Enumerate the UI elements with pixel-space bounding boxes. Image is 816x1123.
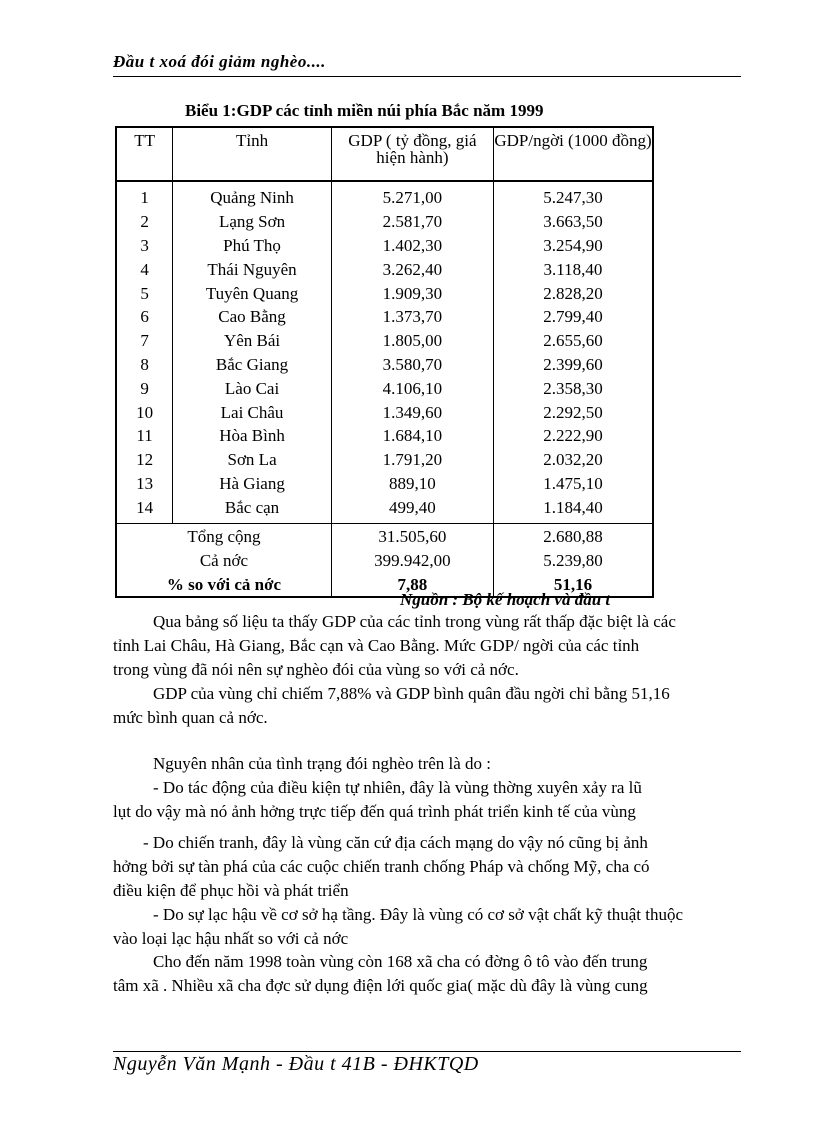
text-line: - Do tác động của điều kiện tự nhiên, đây là vùng thờng xuyên xảy ra lũ: [153, 778, 642, 797]
cell-province: Hòa Bình: [173, 424, 332, 448]
paragraph-3: [113, 752, 740, 776]
cell-gdp-per-capita: 3.118,40: [493, 257, 653, 281]
summary-gdp-per-capita: 5.239,80: [493, 548, 653, 572]
cell-tt: 7: [116, 329, 173, 353]
table-summary: [116, 524, 653, 598]
cell-gdp: 3.262,40: [331, 257, 493, 281]
cell-tt: 9: [116, 376, 173, 400]
table-row: [116, 257, 653, 281]
cell-province: Lào Cai: [173, 376, 332, 400]
table-row: [116, 329, 653, 353]
footer-divider: [113, 1051, 741, 1052]
table-row: [116, 495, 653, 523]
cell-gdp-per-capita: 2.292,50: [493, 400, 653, 424]
cell-gdp: 4.106,10: [331, 376, 493, 400]
text-line: vào loại lạc hậu nhất so với cả nớc: [113, 929, 349, 948]
cell-gdp-per-capita: 5.247,30: [493, 181, 653, 210]
cell-province: Bắc cạn: [173, 495, 332, 523]
cell-province: Hà Giang: [173, 472, 332, 496]
table-row: [116, 234, 653, 258]
cell-gdp-per-capita: 1.475,10: [493, 472, 653, 496]
text-line: Qua bảng số liệu ta thấy GDP của các tỉnh trong vùng rất thấp đặc biệt là các: [153, 612, 676, 631]
text-line: hởng bởi sự tàn phá của các cuộc chiến tranh chống Pháp và chống Mỹ, cha có: [113, 857, 650, 876]
cell-gdp: 1.402,30: [331, 234, 493, 258]
cell-tt: 3: [116, 234, 173, 258]
table-row: [116, 400, 653, 424]
cell-tt: 4: [116, 257, 173, 281]
summary-label: % so với cả nớc: [116, 572, 331, 597]
text-line: lụt do vậy mà nó ảnh hởng trực tiếp đến quá trình phát triển kinh tế của vùng: [113, 802, 636, 821]
table-row: [116, 281, 653, 305]
cell-gdp: 5.271,00: [331, 181, 493, 210]
table-row: [116, 353, 653, 377]
table-row: [116, 376, 653, 400]
cell-province: Sơn La: [173, 448, 332, 472]
gdp-table: [115, 126, 654, 598]
cell-gdp: 1.909,30: [331, 281, 493, 305]
cell-gdp-per-capita: 2.828,20: [493, 281, 653, 305]
cell-province: Lạng Sơn: [173, 210, 332, 234]
cell-tt: 2: [116, 210, 173, 234]
cell-gdp: 3.580,70: [331, 353, 493, 377]
paragraph-2: [113, 682, 740, 730]
cell-gdp: 1.684,10: [331, 424, 493, 448]
cell-gdp-per-capita: 2.358,30: [493, 376, 653, 400]
cell-gdp: 2.581,70: [331, 210, 493, 234]
paragraph-4: [113, 776, 740, 824]
cell-province: Tuyên Quang: [173, 281, 332, 305]
paragraph-1: [113, 610, 740, 682]
text-line: tâm xã . Nhiều xã cha đợc sử dụng điện lới quốc gia( mặc dù đây là vùng cung: [113, 976, 648, 995]
cell-tt: 5: [116, 281, 173, 305]
table-source: Nguồn : Bộ kế hoạch và đầu t: [400, 590, 611, 609]
table-row: [116, 424, 653, 448]
cell-gdp-per-capita: 2.399,60: [493, 353, 653, 377]
text-line: - Do sự lạc hậu về cơ sở hạ tầng. Đây là vùng có cơ sở vật chất kỹ thuật thuộc: [153, 905, 683, 924]
table-body: [116, 181, 653, 524]
summary-label: Cả nớc: [116, 548, 331, 572]
cell-gdp: 1.373,70: [331, 305, 493, 329]
summary-row: [116, 524, 653, 549]
cell-province: Phú Thọ: [173, 234, 332, 258]
text-line: mức bình quan cả nớc.: [113, 708, 268, 727]
summary-gdp-per-capita: 51,16: [493, 572, 653, 597]
cell-gdp-per-capita: 2.222,90: [493, 424, 653, 448]
cell-gdp-per-capita: 3.663,50: [493, 210, 653, 234]
summary-row: [116, 548, 653, 572]
text-line: Cho đến năm 1998 toàn vùng còn 168 xã cha có đờng ô tô vào đến trung: [153, 952, 648, 971]
header-divider: [113, 76, 741, 77]
summary-label: Tổng cộng: [116, 524, 331, 549]
cell-province: Bắc Giang: [173, 353, 332, 377]
cell-gdp: 889,10: [331, 472, 493, 496]
cell-tt: 6: [116, 305, 173, 329]
text-line: trong vùng đã nói nên sự nghèo đói của vùng so với cả nớc.: [113, 660, 519, 679]
table-row: [116, 305, 653, 329]
cell-gdp-per-capita: 2.799,40: [493, 305, 653, 329]
summary-gdp-per-capita: 2.680,88: [493, 524, 653, 549]
column-header-gdp: GDP ( tỷ đồng, giá hiện hành): [331, 127, 493, 181]
table-caption: Biểu 1:GDP các tỉnh miền núi phía Bắc năm 1999: [185, 101, 544, 120]
table-header-row: [116, 127, 653, 181]
cell-province: Quảng Ninh: [173, 181, 332, 210]
column-header-province: Tỉnh: [173, 127, 332, 181]
cell-province: Yên Bái: [173, 329, 332, 353]
table-row: [116, 472, 653, 496]
cell-gdp-per-capita: 2.032,20: [493, 448, 653, 472]
text-line: điều kiện để phục hồi và phát triển: [113, 881, 349, 900]
table-row: [116, 210, 653, 234]
summary-gdp: 399.942,00: [331, 548, 493, 572]
cell-gdp: 1.349,60: [331, 400, 493, 424]
paragraph-5: [113, 831, 740, 903]
text-line: tỉnh Lai Châu, Hà Giang, Bắc cạn và Cao Bằng. Mức GDP/ ngời của các tỉnh: [113, 636, 640, 655]
cell-province: Thái Nguyên: [173, 257, 332, 281]
table-row: [116, 448, 653, 472]
cell-tt: 8: [116, 353, 173, 377]
cell-province: Cao Bằng: [173, 305, 332, 329]
text-line: GDP của vùng chỉ chiếm 7,88% và GDP bình quân đầu ngời chỉ bằng 51,16: [153, 684, 670, 703]
text-line: - Do chiến tranh, đây là vùng căn cứ địa cách mạng do vậy nó cũng bị ảnh: [143, 833, 648, 852]
text-line: Nguyên nhân của tình trạng đói nghèo trên là do :: [153, 754, 492, 773]
cell-gdp: 1.791,20: [331, 448, 493, 472]
cell-gdp: 1.805,00: [331, 329, 493, 353]
cell-tt: 1: [116, 181, 173, 210]
column-header-gdp-per-capita: GDP/ngời (1000 đồng): [493, 127, 653, 181]
cell-gdp-per-capita: 2.655,60: [493, 329, 653, 353]
cell-gdp-per-capita: 3.254,90: [493, 234, 653, 258]
summary-gdp: 7,88: [331, 572, 493, 597]
cell-gdp: 499,40: [331, 495, 493, 523]
running-footer: Nguyễn Văn Mạnh - Đầu t 41B - ĐHKTQD: [113, 1053, 479, 1075]
paragraph-7: [113, 950, 740, 998]
cell-tt: 13: [116, 472, 173, 496]
cell-gdp-per-capita: 1.184,40: [493, 495, 653, 523]
summary-gdp: 31.505,60: [331, 524, 493, 549]
column-header-tt: TT: [116, 127, 173, 181]
paragraph-6: [113, 903, 740, 951]
cell-tt: 10: [116, 400, 173, 424]
cell-province: Lai Châu: [173, 400, 332, 424]
cell-tt: 14: [116, 495, 173, 523]
running-header: Đầu t xoá đói giảm nghèo....: [113, 52, 326, 71]
cell-tt: 12: [116, 448, 173, 472]
cell-tt: 11: [116, 424, 173, 448]
table-row: [116, 181, 653, 210]
